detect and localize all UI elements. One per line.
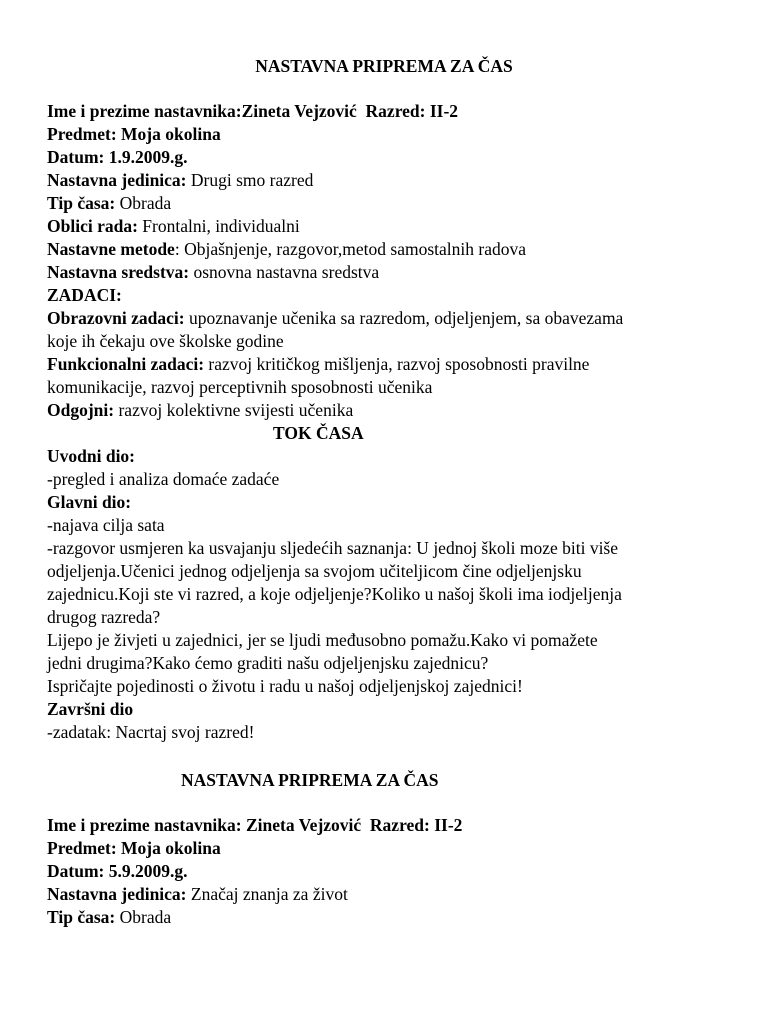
methods-label: Nastavne metode <box>47 239 175 259</box>
plan1-upbr-line <box>47 399 353 422</box>
unit-label: Nastavna jedinica: <box>47 170 187 190</box>
plan2-title: NASTAVNA PRIPREMA ZA ČAS <box>181 770 439 790</box>
plan2-unit-line <box>47 883 348 906</box>
date-label: Datum: <box>47 147 105 167</box>
upbr-label: Odgojni: <box>47 400 115 420</box>
func-label: Funkcionalni zadaci: <box>47 354 205 374</box>
edu-label: Obrazovni zadaci: <box>47 308 185 328</box>
plan1-edu-line2: koje ih čekaju ove školske godine <box>47 331 284 351</box>
plan1-final-item: -zadatak: Nacrtaj svoj razred! <box>47 722 255 742</box>
resources-value: osnovna nastavna sredstva <box>193 262 380 282</box>
grade-value: II-2 <box>429 101 459 121</box>
teacher-label: Ime i prezime nastavnika: <box>47 815 242 835</box>
teacher-name: Zineta Vejzović <box>241 101 357 121</box>
plan1-title: NASTAVNA PRIPREMA ZA ČAS <box>255 56 513 76</box>
plan1-methods-line <box>47 238 526 261</box>
unit-value: Drugi smo razred <box>190 170 314 190</box>
plan2-subject-line <box>47 837 221 860</box>
plan2-date-line <box>47 860 187 883</box>
plan1-main-item1: -najava cilja sata <box>47 515 165 535</box>
plan1-intro-item: -pregled i analiza domaće zadaće <box>47 469 280 489</box>
grade-label: Razred: <box>365 101 426 121</box>
func-text: razvoj kritičkog mišljenja, razvoj sposobnosti pravilne <box>208 354 590 374</box>
plan1-main-line4: zajednicu.Koji ste vi razred, a koje odjeljenje?Koliko u našoj školi ima iodjeljenja <box>47 584 622 604</box>
forms-value: Frontalni, individualni <box>142 216 300 236</box>
plan1-date-line <box>47 146 187 169</box>
plan1-flow-heading: TOK ČASA <box>273 423 364 443</box>
plan1-func-line1 <box>47 353 589 376</box>
plan1-main-label: Glavni dio: <box>47 492 132 512</box>
plan1-main-line6: Lijepo je živjeti u zajednici, jer se ljudi međusobno pomažu.Kako vi pomažete <box>47 630 598 650</box>
grade-label: Razred: <box>369 815 430 835</box>
teacher-name: Zineta Vejzović <box>245 815 362 835</box>
unit-label: Nastavna jedinica: <box>47 884 187 904</box>
resources-label: Nastavna sredstva: <box>47 262 190 282</box>
subject-label: Predmet: <box>47 838 117 858</box>
date-value: 1.9.2009.g. <box>108 147 188 167</box>
plan2-type-line <box>47 906 171 929</box>
type-value: Obrada <box>119 193 172 213</box>
plan1-main-line8: Ispričajte pojedinosti o životu i radu u našoj odjeljenjskoj zajednici! <box>47 676 523 696</box>
plan1-type-line <box>47 192 171 215</box>
teacher-label: Ime i prezime nastavnika: <box>47 101 242 121</box>
grade-value: II-2 <box>434 815 463 835</box>
plan1-intro-label: Uvodni dio: <box>47 446 136 466</box>
methods-value: : Objašnjenje, razgovor,metod samostalnih radova <box>174 239 526 259</box>
plan1-main-line7: jedni drugima?Kako ćemo graditi našu odjeljenjsku zajednicu? <box>47 653 489 673</box>
plan1-main-line3: odjeljenja.Učenici jednog odjeljenja sa svojom učiteljicom čine odjeljenjsku <box>47 561 582 581</box>
subject-value: Moja okolina <box>121 124 221 144</box>
subject-value: Moja okolina <box>121 838 221 858</box>
plan1-func-line2: komunikacije, razvoj perceptivnih sposobnosti učenika <box>47 377 433 397</box>
plan1-main-line2: -razgovor usmjeren ka usvajanju sljedećih saznanja: U jednoj školi moze biti više <box>47 538 619 558</box>
plan1-edu-line1 <box>47 307 623 330</box>
plan1-forms-line <box>47 215 300 238</box>
plan1-main-line5: drugog razreda? <box>47 607 161 627</box>
subject-label: Predmet: <box>47 124 117 144</box>
edu-text: upoznavanje učenika sa razredom, odjeljenjem, sa obavezama <box>188 308 624 328</box>
unit-value: Značaj znanja za život <box>190 884 348 904</box>
type-value: Obrada <box>119 907 172 927</box>
type-label: Tip časa: <box>47 907 116 927</box>
plan2-teacher-line <box>47 814 462 837</box>
forms-label: Oblici rada: <box>47 216 138 236</box>
plan1-resources-line <box>47 261 379 284</box>
date-value: 5.9.2009.g. <box>108 861 188 881</box>
type-label: Tip časa: <box>47 193 116 213</box>
plan1-unit-line <box>47 169 313 192</box>
plan1-final-label: Završni dio <box>47 699 134 719</box>
plan1-teacher-line <box>47 100 458 123</box>
plan1-subject-line <box>47 123 221 146</box>
date-label: Datum: <box>47 861 105 881</box>
upbr-value: razvoj kolektivne svijesti učenika <box>118 400 354 420</box>
plan1-tasks-heading: ZADACI: <box>47 285 122 305</box>
